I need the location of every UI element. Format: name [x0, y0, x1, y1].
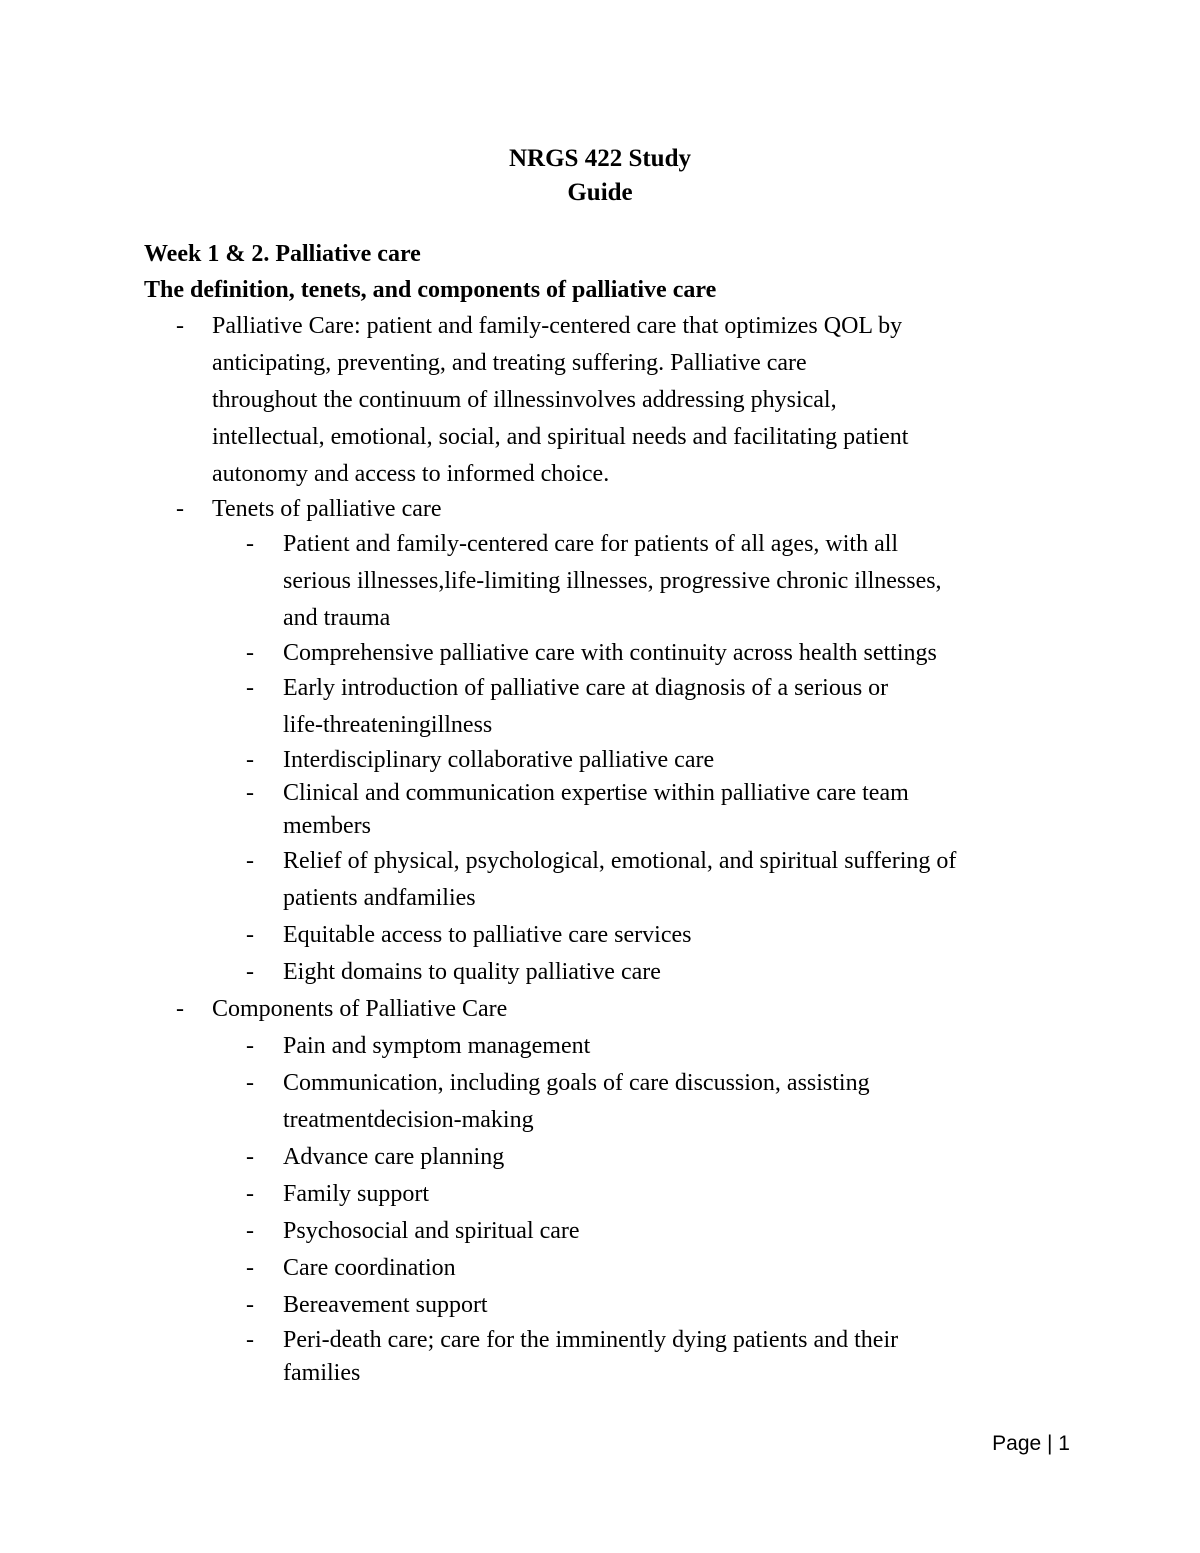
text-line: Advance care planning [283, 1144, 505, 1170]
text-line: Comprehensive palliative care with continuity across health settings [283, 640, 937, 666]
bullet-dash: - [246, 675, 254, 701]
bullet-dash: - [246, 1218, 254, 1244]
tenet-item [0, 843, 1058, 917]
text-line: members [283, 813, 371, 839]
text-line: and trauma [283, 605, 391, 631]
text-line: intellectual, emotional, social, and spiritual needs and facilitating patient [212, 424, 909, 450]
bullet-dash: - [246, 747, 254, 773]
text-line: Equitable access to palliative care services [283, 922, 692, 948]
bullet-dash: - [246, 848, 254, 874]
component-item [0, 1250, 1058, 1287]
bullet-dash: - [176, 996, 184, 1022]
text-line: Palliative Care: patient and family-centered care that optimizes QOL by [212, 313, 903, 339]
text-line: Early introduction of palliative care at diagnosis of a serious or [283, 675, 889, 701]
bullet-dash: - [176, 313, 184, 339]
page-number-footer: Page | 1 [992, 1432, 1070, 1455]
text-line: Interdisciplinary collaborative palliative care [283, 747, 715, 773]
tenet-item [0, 670, 1058, 744]
list-item-definition [0, 308, 1042, 493]
bullet-dash: - [246, 1181, 254, 1207]
bullet-dash: - [246, 959, 254, 985]
tenet-item [0, 637, 1058, 670]
component-item [0, 1324, 1058, 1390]
bullet-dash: - [246, 922, 254, 948]
text-line: Peri-death care; care for the imminently dying patients and their [283, 1327, 899, 1353]
bullet-dash: - [246, 1070, 254, 1096]
bullet-dash: - [246, 1033, 254, 1059]
tenet-item [0, 917, 1058, 954]
text-line: Patient and family-centered care for patients of all ages, with all [283, 531, 899, 557]
document-title [0, 142, 1200, 210]
component-item [0, 1176, 1058, 1213]
tenet-item [0, 744, 1058, 777]
text-line: families [283, 1360, 361, 1386]
tenet-item [0, 954, 1058, 991]
text-line: Care coordination [283, 1255, 456, 1281]
text-line: throughout the continuum of illnessinvolves addressing physical, [212, 387, 837, 413]
bullet-dash: - [246, 1292, 254, 1318]
text-line: Relief of physical, psychological, emotional, and spiritual suffering of [283, 848, 957, 874]
text-line: Pain and symptom management [283, 1033, 591, 1059]
bullet-dash: - [246, 531, 254, 557]
component-item [0, 1065, 1058, 1139]
text-line: Clinical and communication expertise within palliative care team [283, 780, 909, 806]
list-item-components [0, 991, 1042, 1028]
bullet-dash: - [246, 1327, 254, 1353]
component-item [0, 1139, 1058, 1176]
title-line-2: Guide [567, 179, 633, 206]
tenet-item [0, 526, 1058, 637]
bullet-dash: - [246, 1144, 254, 1170]
tenet-item [0, 777, 1058, 843]
text-line: Communication, including goals of care discussion, assisting [283, 1070, 870, 1096]
bullet-dash: - [246, 640, 254, 666]
tenets-label: Tenets of palliative care [212, 496, 442, 522]
title-line-1: NRGS 422 Study [509, 145, 691, 172]
content-list [0, 308, 1200, 1390]
text-line: treatmentdecision-making [283, 1107, 534, 1133]
text-line: Eight domains to quality palliative care [283, 959, 661, 985]
components-label: Components of Palliative Care [212, 996, 508, 1022]
text-line: Bereavement support [283, 1292, 488, 1318]
list-item-tenets [0, 493, 1042, 526]
text-line: patients andfamilies [283, 885, 476, 911]
component-item [0, 1213, 1058, 1250]
text-line: autonomy and access to informed choice. [212, 461, 610, 487]
text-line: Psychosocial and spiritual care [283, 1218, 580, 1244]
text-line: life-threateningillness [283, 712, 493, 738]
bullet-dash: - [246, 1255, 254, 1281]
text-line: Family support [283, 1181, 430, 1207]
component-item [0, 1028, 1058, 1065]
bullet-dash: - [246, 780, 254, 806]
bullet-dash: - [176, 496, 184, 522]
week-heading: Week 1 & 2. Palliative care [144, 241, 421, 267]
component-item [0, 1287, 1058, 1324]
text-line: anticipating, preventing, and treating suffering. Palliative care [212, 350, 807, 376]
section-heading: The definition, tenets, and components of palliative care [144, 277, 717, 303]
text-line: serious illnesses,life-limiting illnesses, progressive chronic illnesses, [283, 568, 942, 594]
